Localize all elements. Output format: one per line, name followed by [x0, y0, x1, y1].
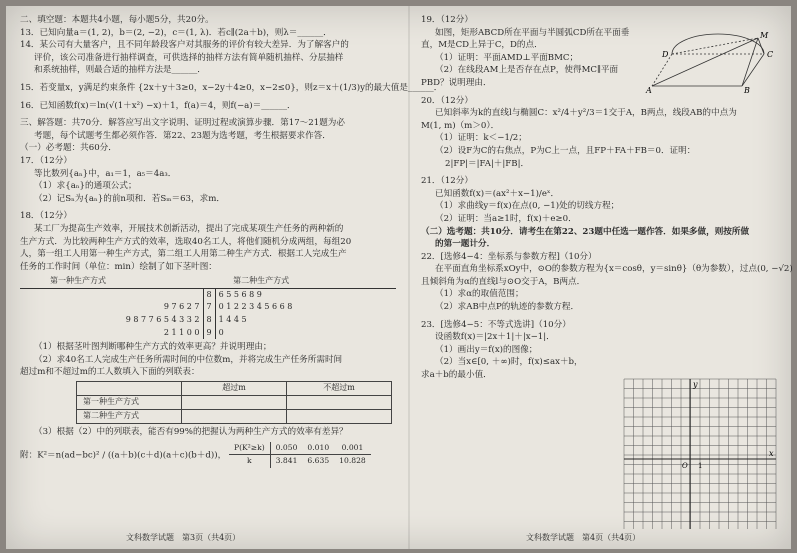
page-3-line: 16．已知函数f(x)＝ln(√(1＋x²) −x)＋1，f(a)＝4，则f(−a)＝______．	[20, 100, 296, 111]
page-3-text-mid	[20, 341, 400, 379]
q18-part3: （3）根据（2）中的列联表，能否有99%的把握认为两种生产方式的效率有差异？	[34, 427, 348, 438]
page-4-line: 22．[选修4−4：坐标系与参数方程]（10分）	[421, 251, 597, 262]
page-3-line: 17．（12分）	[20, 155, 72, 166]
page-3-line: （2）求40名工人完成生产任务所需时间的中位数m，并将完成生产任务所需时间	[34, 354, 343, 365]
page-3	[20, 14, 443, 468]
unit-label: 1	[698, 462, 703, 470]
semicircle-arc	[672, 34, 764, 54]
leaf-right: 0 1 2 2 3 4 5 6 6 8	[215, 301, 396, 314]
page-4-line: PBD？说明理由．	[421, 77, 492, 88]
page-3-line: 13．已知向量a＝(1, 2)，b＝(2, −2)，c＝(1, λ)．若c∥(2a＋b)，则λ＝______．	[20, 27, 332, 38]
edge-cm	[758, 38, 764, 54]
stem-value: 8	[203, 314, 215, 327]
ktab-k: 3.841	[275, 456, 298, 466]
page-4-line: 19．（12分）	[421, 15, 473, 25]
page-4-line: （2）当x∈[0, ＋∞)时，f(x)≤ax＋b，	[435, 357, 583, 368]
leaf-right: 1 4 4 5	[215, 314, 396, 327]
page-4-line: （1）证明：k＜−1/2；	[435, 133, 527, 144]
stem-value: 9	[203, 327, 215, 340]
edge-am	[652, 38, 758, 86]
edge-bc	[742, 54, 764, 86]
stem-value: 7	[203, 301, 215, 314]
page-4-line: 在平面直角坐标系xOy中，⊙O的参数方程为{x＝cosθ，y＝sinθ}（θ为参数），过点(0, −√2)	[435, 264, 793, 275]
ctab-cell	[182, 396, 287, 410]
leaf-right: 0	[215, 327, 396, 340]
ctab-cell	[182, 410, 287, 424]
page-3-line: 三、解答题：共70分．解答应写出文字说明、证明过程或演算步骤．第17～21题为必	[20, 118, 345, 129]
y-axis-label: y	[693, 380, 698, 389]
page-3-line: 超过m和不超过m的工人数填入下面的列联表：	[20, 367, 200, 378]
page-4-line: 直，M是CD上异于C，D的点．	[421, 40, 543, 51]
leaf-left: 9 7 6 2 7	[163, 302, 200, 312]
page-4-line: M(1, m)（m＞0）．	[421, 120, 500, 131]
page-4-line: （2）在线段AM上是否存在点P，使得MC∥平面	[435, 65, 619, 76]
page-4-line: 20．（12分）	[421, 95, 473, 106]
page-4-line: 已知斜率为k的直线l与椭圆C：x²/4＋y²/3＝1交于A，B两点，线段AB的中点为	[435, 108, 737, 119]
stem-leaf-plot	[20, 275, 396, 339]
x-axis-label: x	[769, 449, 774, 458]
page-4-line: 求a＋b的最小值．	[421, 370, 492, 381]
page-3-line: （1）求{aₙ}的通项公式；	[34, 181, 137, 192]
page-3-line: 评价，该公司准备进行抽样调查，可供选择的抽样方法有简单随机抽样、分层抽样	[34, 52, 344, 63]
page-4-line: （1）求曲线y＝f(x)在点(0, −1)处的切线方程；	[435, 201, 620, 212]
page-4-line: 的第一题计分．	[435, 239, 496, 250]
page-3-footer: 文科数学试题 第3页（共4页）	[126, 533, 241, 542]
ctab-cell	[287, 410, 392, 424]
page-4-line: 如图，矩形ABCD所在平面与半圆弧CD所在平面垂	[435, 27, 630, 38]
ctab-head-over: 超过m	[182, 382, 287, 396]
ctab-head-not-over: 不超过m	[287, 382, 392, 396]
page-4-line: （2）证明：当a≥1时，f(x)＋e≥0．	[435, 213, 577, 224]
ctab-row-second: 第二种生产方式	[77, 410, 182, 424]
stem-row	[20, 301, 396, 314]
page-4-line: 已知函数f(x)＝(ax²＋x−1)/eˣ．	[435, 188, 560, 199]
page-3-line: 18．（12分）	[20, 211, 72, 222]
ctab-corner	[77, 382, 182, 396]
ctab-row-first: 第一种生产方式	[77, 396, 182, 410]
q23-coordinate-grid	[624, 379, 776, 529]
page-4-line: （2）设F为C的右焦点，P为C上一点，且FP＋FA＋FB＝0．证明：	[435, 145, 696, 156]
page-3-line: 考题，每个试题考生都必须作答．第22、23题为选考题，考生根据要求作答．	[34, 130, 331, 141]
leaf-right: 6 5 5 6 8 9	[215, 288, 396, 301]
page-3-text-top	[20, 14, 443, 273]
q19-geometry-figure	[646, 32, 776, 94]
stem-row	[20, 327, 396, 340]
stem-head-right: 第二种生产方式	[215, 275, 396, 288]
ktab-p-head: P(K²≥k)	[229, 442, 270, 455]
page-3-line: 等比数列{aₙ}中，a₁＝1，a₅＝4a₃．	[34, 168, 177, 179]
contingency-table	[76, 381, 392, 424]
ktab-p: 0.001	[334, 442, 371, 455]
leaf-left: 2 1 1 0 0	[163, 327, 200, 337]
page-4-line: （1）画出y＝f(x)的图像；	[435, 344, 538, 355]
leaf-left	[20, 288, 203, 301]
ktab-k: 6.635	[307, 456, 330, 466]
ktab-k: 10.828	[339, 456, 366, 466]
origin-label: O	[682, 462, 688, 470]
stem-value: 8	[203, 288, 215, 301]
stem-row	[20, 314, 396, 327]
page-4-footer: 文科数学试题 第4页（共4页）	[526, 533, 641, 542]
edge-bm	[742, 38, 758, 86]
label-m: M	[760, 31, 769, 40]
critical-value-table	[229, 442, 371, 468]
leaf-left: 9 8 7 7 6 5 4 3 3 2	[125, 315, 200, 325]
ctab-cell	[287, 396, 392, 410]
stem-row	[20, 288, 396, 301]
label-b: B	[744, 86, 750, 95]
page-4-line: 且倾斜角为α的直线l与⊙O交于A，B两点．	[421, 276, 586, 287]
page-4-line: 设函数f(x)＝|2x＋1|＋|x−1|．	[435, 332, 555, 343]
ktab-p: 0.050	[270, 442, 302, 455]
page-3-line: 15．若变量x，y满足约束条件 {2x＋y＋3≥0，x−2y＋4≥0，x−2≤0}，则z＝x＋(1/3)y的最大值是______．	[20, 82, 443, 93]
page-3-line: （一）必考题：共60分．	[20, 143, 117, 154]
page-4-line: （1）求α的取值范围；	[435, 289, 524, 300]
page-4-line: （2）求AB中点P的轨迹的参数方程．	[435, 302, 580, 313]
appendix-formula	[20, 442, 400, 468]
page-3-line: 人，第一组工人用第一种生产方式，第二组工人用第二种生产方式．根据工人完成生产	[20, 249, 347, 260]
ktab-k-head: k	[229, 455, 270, 468]
page-3-line: 生产方式．为比较两种生产方式的效率，选取40名工人，将他们随机分成两组，每组20	[20, 236, 352, 247]
label-d: D	[662, 50, 669, 59]
page-4-line: 2|FP|＝|FA|＋|FB|．	[445, 158, 530, 169]
page-3-line: 二、填空题：本题共4小题，每小题5分，共20分。	[20, 15, 214, 25]
page-3-line: （2）记Sₙ为{aₙ}的前n项和．若Sₘ＝63，求m．	[34, 193, 225, 204]
exam-paper	[6, 6, 791, 549]
page-3-line: （1）根据茎叶图判断哪种生产方式的效率更高？并说明理由；	[34, 342, 272, 353]
page-3-line: 任务的工作时间（单位：min）绘制了如下茎叶图：	[20, 261, 217, 272]
page-3-line: 14．某公司有大量客户，且不同年龄段客户对其服务的评价有较大差异．为了解客户的	[20, 40, 349, 51]
page-4-line: 21．（12分）	[421, 176, 473, 187]
label-a: A	[646, 86, 652, 95]
page-4-line: 23．[选修4−5：不等式选讲]（10分）	[421, 319, 571, 330]
ktab-p: 0.010	[302, 442, 334, 455]
label-c: C	[767, 50, 774, 59]
page-3-line: 和系统抽样，则最合适的抽样方法是______．	[34, 65, 206, 76]
stem-head-gap	[203, 275, 215, 288]
stem-head-left: 第一种生产方式	[20, 275, 203, 288]
page-4-line: （1）证明：平面AMD⊥平面BMC；	[435, 52, 579, 63]
page-3-line: 某工厂为提高生产效率，开展技术创新活动，提出了完成某项生产任务的两种新的	[34, 223, 344, 234]
k2-formula: 附：K²＝n(ad−bc)² / ((a＋b)(c＋d)(a＋c)(b＋d))，	[20, 450, 227, 461]
page-4-line: （二）选考题：共10分．请考生在第22、23题中任选一题作答．如果多做，则按所做	[421, 226, 750, 237]
